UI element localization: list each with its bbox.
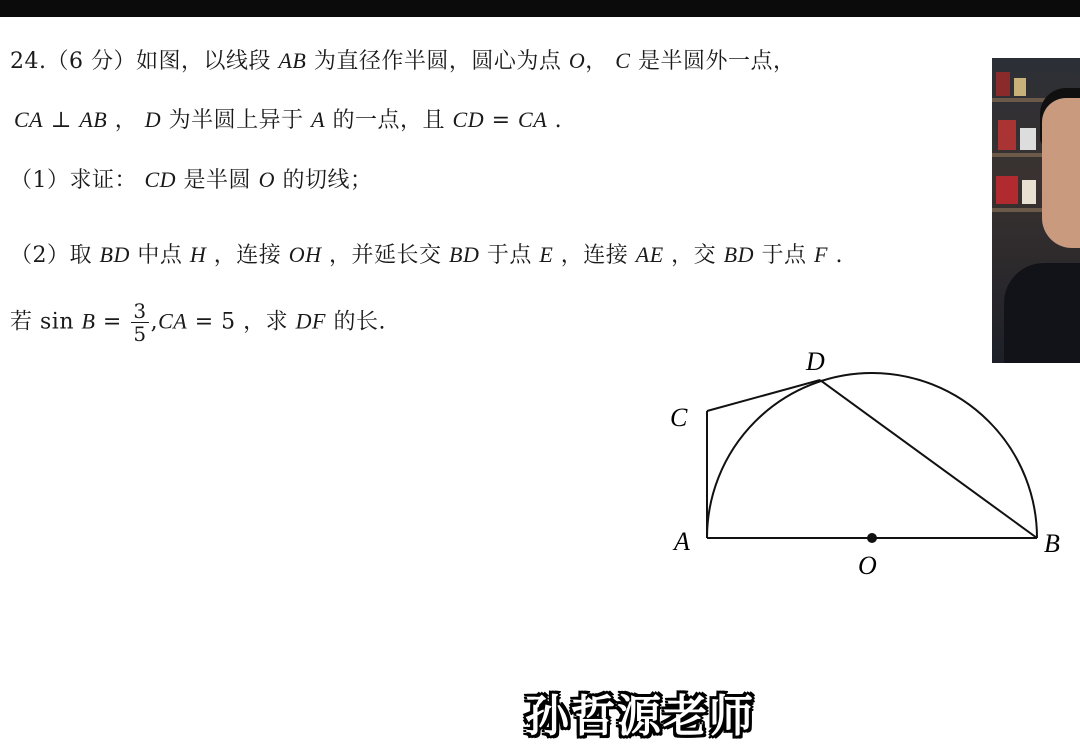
center-point-O [867, 533, 877, 543]
top-black-bar [0, 0, 1080, 17]
problem-line-2: CA ⊥ AB ， D 为半圆上异于 A 的一点，且 CD = CA . [14, 107, 563, 133]
problem-condition: 若 sin B = $\frac{3}{5}$ ,CA = 5 ，求 DF 的长. [10, 299, 386, 346]
segment-BD [820, 380, 1037, 538]
video-subtitle: 孙哲源老师 [525, 691, 755, 742]
label-D: D [806, 347, 825, 376]
label-C: C [670, 403, 688, 432]
problem-part-2: （2）取 BD 中点 H ，连接 OH ，并延长交 BD 于点 E ，连接 AE ，交 BD 于点 F . [10, 242, 843, 268]
fraction: $\frac{3}{5}$ [133, 299, 147, 346]
geometry-figure [660, 340, 1080, 600]
segment-CD [707, 380, 820, 411]
problem-line-1: 24.（6 分）如图，以线段 AB 为直径作半圆，圆心为点 O， C 是半圆外一点， [10, 48, 796, 74]
webcam-overlay [992, 58, 1080, 363]
label-A: A [674, 527, 690, 556]
label-O: O [858, 551, 877, 580]
label-B: B [1044, 529, 1060, 558]
problem-part-1: （1）求证： CD 是半圆 O 的切线； [10, 167, 373, 193]
